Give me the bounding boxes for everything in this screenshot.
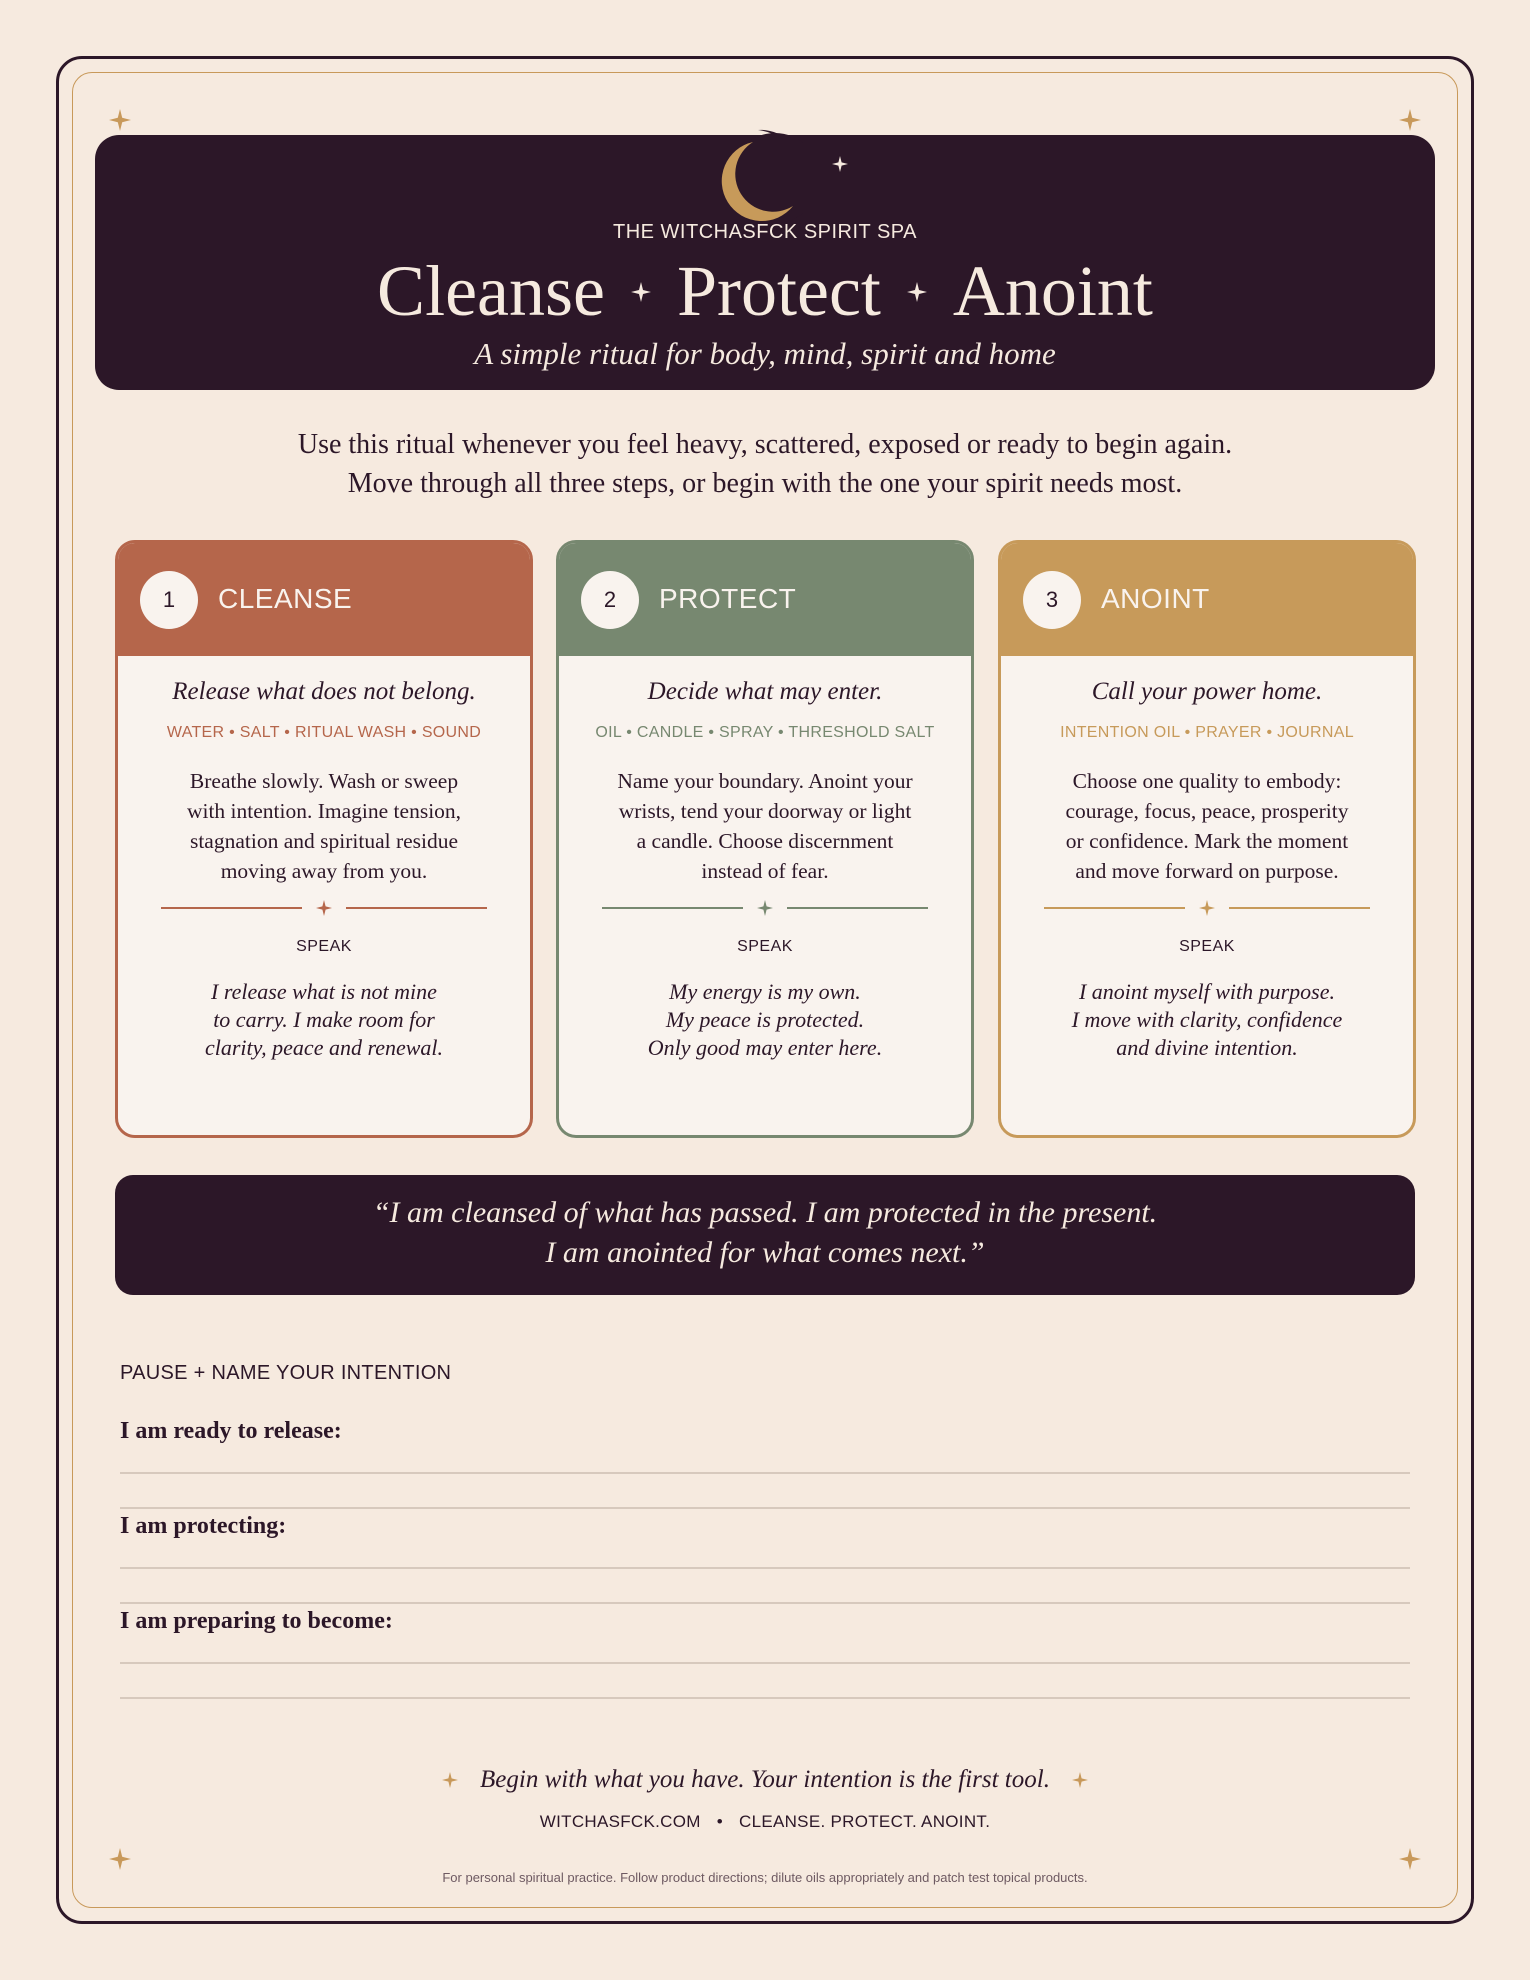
affirmation xyxy=(559,978,971,1062)
title-protect: Protect xyxy=(676,251,881,331)
affirmation-line: clarity, peace and renewal. xyxy=(204,1035,444,1060)
card-title: ANOINT xyxy=(1101,583,1210,614)
tool-item: OIL xyxy=(595,724,622,741)
card-header xyxy=(118,543,530,656)
prompt-release: I am ready to release: xyxy=(120,1418,342,1444)
sparkle-icon xyxy=(907,282,927,302)
tool-item: WATER xyxy=(166,724,225,741)
body-line: wrists, tend your doorway or light xyxy=(618,799,912,823)
affirmation xyxy=(118,978,530,1062)
card-tools: OIL • CANDLE • SPRAY • THRESHOLD SALT xyxy=(595,724,935,741)
title-anoint: Anoint xyxy=(952,251,1153,331)
quote-banner xyxy=(115,1175,1415,1295)
step-number: 1 xyxy=(140,571,198,629)
step-number: 2 xyxy=(581,571,639,629)
card-cleanse xyxy=(115,540,533,1138)
sparkle-icon xyxy=(109,109,131,131)
sparkle-icon xyxy=(109,1848,131,1870)
site-line xyxy=(0,1812,1530,1832)
affirmation-line: My peace is protected. xyxy=(665,1007,865,1032)
card-tagline: Call your power home. xyxy=(1091,678,1323,705)
affirmation-line: I anoint myself with purpose. xyxy=(1078,979,1336,1004)
divider xyxy=(602,900,928,916)
card-anoint xyxy=(998,540,1416,1138)
tool-item: SOUND xyxy=(421,724,482,741)
write-line[interactable] xyxy=(120,1662,1410,1664)
card-header xyxy=(559,543,971,656)
write-line[interactable] xyxy=(120,1472,1410,1474)
prompt-protecting: I am protecting: xyxy=(120,1513,287,1539)
card-tools: WATER • SALT • RITUAL WASH • SOUND xyxy=(166,724,482,741)
separator-dot: • xyxy=(716,1812,723,1831)
affirmation-line: to carry. I make room for xyxy=(213,1007,435,1032)
body-line: Breathe slowly. Wash or sweep xyxy=(189,769,459,793)
sparkle-icon xyxy=(1399,1848,1421,1870)
write-line[interactable] xyxy=(120,1507,1410,1509)
sparkle-icon xyxy=(631,282,651,302)
affirmation xyxy=(1001,978,1413,1062)
card-title: CLEANSE xyxy=(218,583,353,614)
affirmation-line: Only good may enter here. xyxy=(647,1035,883,1060)
divider xyxy=(1044,900,1370,916)
page-title xyxy=(0,250,1530,333)
affirmation-line: My energy is my own. xyxy=(669,979,861,1004)
tool-item: SPRAY xyxy=(719,724,774,741)
tool-item: INTENTION OIL xyxy=(1060,724,1180,741)
speak-label: SPEAK xyxy=(296,938,352,955)
card-tagline: Decide what may enter. xyxy=(647,678,883,705)
card-body xyxy=(1027,766,1387,886)
step-number: 3 xyxy=(1023,571,1081,629)
body-line: stagnation and spiritual residue xyxy=(189,829,459,853)
intro-line: Move through all three steps, or begin with the one your spirit needs most. xyxy=(347,468,1183,499)
disclaimer: For personal spiritual practice. Follow product directions; dilute oils appropriately and patch test topical products. xyxy=(442,1870,1088,1885)
sparkle-icon xyxy=(1399,109,1421,131)
closing-text: Begin with what you have. Your intention is the first tool. xyxy=(480,1766,1050,1793)
sparkle-icon xyxy=(1199,900,1215,916)
sparkle-icon xyxy=(442,1772,458,1788)
body-line: instead of fear. xyxy=(701,859,829,883)
intro-line: Use this ritual whenever you feel heavy, scattered, exposed or ready to begin again. xyxy=(297,429,1233,460)
tool-item: JOURNAL xyxy=(1277,724,1354,741)
tool-item: RITUAL WASH xyxy=(294,724,407,741)
card-tagline: Release what does not belong. xyxy=(172,678,476,705)
page-subtitle: A simple ritual for body, mind, spirit and home xyxy=(474,336,1056,371)
affirmation-line: and divine intention. xyxy=(1116,1035,1298,1060)
sparkle-icon xyxy=(1072,1772,1088,1788)
body-line: with intention. Imagine tension, xyxy=(186,799,462,823)
sparkle-icon xyxy=(316,900,332,916)
divider xyxy=(161,900,487,916)
title-cleanse: Cleanse xyxy=(377,251,605,331)
tool-item: CANDLE xyxy=(636,724,704,741)
speak-label: SPEAK xyxy=(737,938,793,955)
tool-item: THRESHOLD SALT xyxy=(788,724,935,741)
write-line[interactable] xyxy=(120,1697,1410,1699)
body-line: and move forward on purpose. xyxy=(1075,859,1339,883)
affirmation-line: I release what is not mine xyxy=(211,979,437,1004)
crescent-moon-icon xyxy=(713,128,803,228)
brand-name: THE WITCHASFCK SPIRIT SPA xyxy=(612,221,917,243)
card-tools: INTENTION OIL • PRAYER • JOURNAL xyxy=(1060,724,1354,741)
card-protect xyxy=(556,540,974,1138)
sparkle-icon xyxy=(757,900,773,916)
body-line: moving away from you. xyxy=(220,859,428,883)
card-header xyxy=(1001,543,1413,656)
card-title: PROTECT xyxy=(659,583,797,614)
speak-label: SPEAK xyxy=(1179,938,1235,955)
motto: CLEANSE. PROTECT. ANOINT. xyxy=(739,1812,991,1831)
body-line: Choose one quality to embody: xyxy=(1072,769,1342,793)
write-line[interactable] xyxy=(120,1602,1410,1604)
intention-heading: PAUSE + NAME YOUR INTENTION xyxy=(120,1362,452,1384)
tool-item: PRAYER xyxy=(1195,724,1262,741)
intro-text xyxy=(0,425,1530,503)
body-line: Name your boundary. Anoint your xyxy=(617,769,913,793)
body-line: courage, focus, peace, prosperity xyxy=(1065,799,1349,823)
sparkle-icon xyxy=(832,156,848,172)
card-body xyxy=(585,766,945,886)
prompt-become: I am preparing to become: xyxy=(120,1608,393,1634)
body-line: a candle. Choose discernment xyxy=(636,829,894,853)
tool-item: SALT xyxy=(239,724,280,741)
quote-line: “I am cleansed of what has passed. I am protected in the present. xyxy=(372,1196,1158,1229)
write-line[interactable] xyxy=(120,1567,1410,1569)
body-line: or confidence. Mark the moment xyxy=(1065,829,1349,853)
card-body xyxy=(144,766,504,886)
closing-line xyxy=(0,1766,1530,1794)
quote-line: I am anointed for what comes next.” xyxy=(545,1236,985,1269)
website-link[interactable]: WITCHASFCK.COM xyxy=(539,1812,701,1831)
affirmation-line: I move with clarity, confidence xyxy=(1071,1007,1343,1032)
